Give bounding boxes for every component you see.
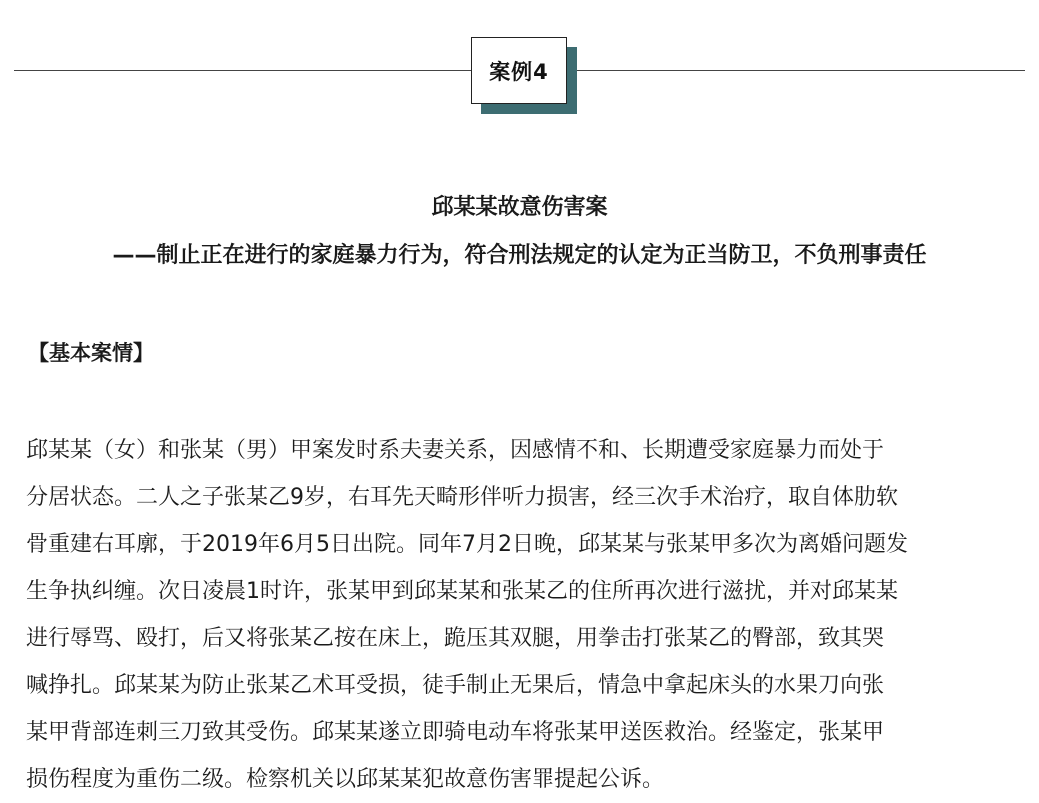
paragraph-line: 生争执纠缠。次日凌晨1时许，张某甲到邱某某和张某乙的住所再次进行滋扰，并对邱某某 xyxy=(26,579,898,604)
case-body-paragraph xyxy=(26,427,1016,803)
paragraph-line: 分居状态。二人之子张某乙9岁，右耳先天畸形伴听力损害，经三次手术治疗，取自体肋软 xyxy=(26,485,899,510)
section-heading: 【基本案情】 xyxy=(28,341,154,365)
case-badge xyxy=(471,37,577,114)
paragraph-line: 邱某某（女）和张某（男）甲案发时系夫妻关系，因感情不和、长期遭受家庭暴力而处于 xyxy=(26,438,885,463)
paragraph-line: 骨重建右耳廓，于2019年6月5日出院。同年7月2日晚，邱某某与张某甲多次为离婚问题发 xyxy=(26,532,908,557)
case-title: 邱某某故意伤害案 xyxy=(431,195,608,220)
case-subtitle: ——制止正在进行的家庭暴力行为，符合刑法规定的认定为正当防卫，不负刑事责任 xyxy=(112,243,927,268)
paragraph-line: 进行辱骂、殴打，后又将张某乙按在床上，跪压其双腿，用拳击打张某乙的臀部，致其哭 xyxy=(26,626,885,651)
paragraph-line: 损伤程度为重伤二级。检察机关以邱某某犯故意伤害罪提起公诉。 xyxy=(26,767,665,792)
paragraph-line: 某甲背部连刺三刀致其受伤。邱某某遂立即骑电动车将张某甲送医救治。经鉴定，张某甲 xyxy=(26,720,885,745)
case-badge-label: 案例4 xyxy=(471,37,567,104)
paragraph-line: 喊挣扎。邱某某为防止张某乙术耳受损，徒手制止无果后，情急中拿起床头的水果刀向张 xyxy=(26,673,885,698)
